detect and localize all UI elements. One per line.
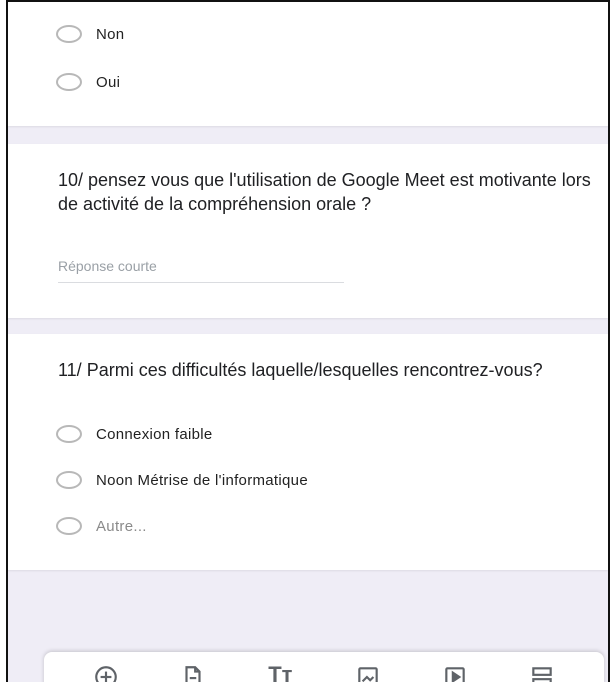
radio-autre[interactable] xyxy=(56,517,82,535)
form-frame xyxy=(6,0,610,682)
short-answer-input[interactable]: Réponse courte xyxy=(58,258,344,283)
form-toolbar xyxy=(44,652,604,682)
question-card-10 xyxy=(8,144,608,318)
question-title: 10/ pensez vous que l'utilisation de Google Meet est motivante lors de activité de la compréhension orale ? xyxy=(58,170,591,214)
add-question-icon[interactable] xyxy=(92,664,120,682)
option-autre[interactable] xyxy=(56,512,147,540)
option-label: Autre... xyxy=(96,517,147,535)
add-video-icon[interactable] xyxy=(441,664,469,682)
option-oui[interactable] xyxy=(56,68,120,96)
question-card-11 xyxy=(8,334,608,570)
option-label: Noon Métrise de l'informatique xyxy=(96,471,308,489)
import-questions-icon[interactable] xyxy=(179,664,207,682)
title-glyph: Tт xyxy=(268,662,293,682)
option-non[interactable] xyxy=(56,20,124,48)
option-informatique[interactable] xyxy=(56,466,308,494)
question-title: 11/ Parmi ces difficultés laquelle/lesquelles rencontrez-vous? xyxy=(58,360,543,380)
radio-non[interactable] xyxy=(56,25,82,43)
option-label: Oui xyxy=(96,73,121,91)
question-card-9 xyxy=(8,2,608,126)
option-label: Connexion faible xyxy=(96,425,213,443)
option-connexion-faible[interactable] xyxy=(56,420,213,448)
radio-informatique[interactable] xyxy=(56,471,82,489)
radio-connexion-faible[interactable] xyxy=(56,425,82,443)
add-section-icon[interactable] xyxy=(528,664,556,682)
add-image-icon[interactable] xyxy=(354,664,382,682)
add-title-icon[interactable] xyxy=(266,664,294,682)
option-label: Non xyxy=(96,25,125,43)
radio-oui[interactable] xyxy=(56,73,82,91)
